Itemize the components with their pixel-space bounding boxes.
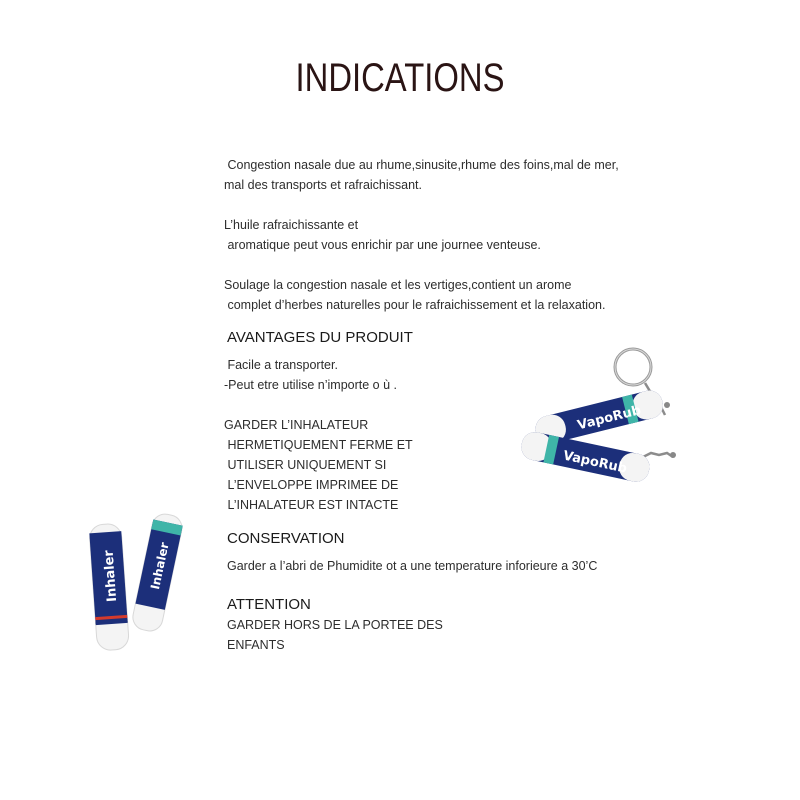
indication-line: mal des transports et rafraichissant. <box>224 178 422 192</box>
vaporub-label: VapoRub <box>561 448 629 477</box>
advantage-line: -Peut etre utilise n’importe o ù . <box>224 378 397 392</box>
indication-line: aromatique peut vous enrichir par une journee venteuse. <box>224 238 541 252</box>
warning-line: GARDER L’INHALATEUR <box>224 418 369 432</box>
attention-line: GARDER HORS DE LA PORTEE DES <box>227 618 443 632</box>
conservation-heading: CONSERVATION <box>227 530 345 547</box>
warning-line: L’INHALATEUR EST INTACTE <box>224 498 399 512</box>
advantages-heading: AVANTAGES DU PRODUIT <box>227 329 413 346</box>
vaporub-label: VapoRub <box>575 403 643 434</box>
indication-line: L’huile rafraichissante et <box>224 218 359 232</box>
attention-heading: ATTENTION <box>227 596 311 613</box>
indication-line: Soulage la congestion nasale et les vertiges,contient un arome <box>224 278 572 292</box>
warning-line: UTILISER UNIQUEMENT SI <box>224 458 387 472</box>
inhaler-label: Inhaler <box>148 541 172 591</box>
warning-line: L’ENVELOPPE IMPRIMEE DE <box>224 478 399 492</box>
indication-line: Congestion nasale due au rhume,sinusite,rhume des foins,mal de mer, <box>224 158 619 172</box>
inhaler-label: Inhaler <box>101 549 121 603</box>
indication-line: complet d’herbes naturelles pour le rafraichissement et la relaxation. <box>224 298 606 312</box>
conservation-text: Garder a l’abri de Phumidite ot a une temperature inforieure a 30’C <box>227 559 598 573</box>
page-title: INDICATIONS <box>295 56 505 100</box>
warning-line: HERMETIQUEMENT FERME ET <box>224 438 413 452</box>
inhaler-image <box>85 510 195 660</box>
advantage-line: Facile a transporter. <box>224 358 338 372</box>
attention-line: ENFANTS <box>227 638 285 652</box>
vaporub-keychain-image <box>515 345 685 495</box>
